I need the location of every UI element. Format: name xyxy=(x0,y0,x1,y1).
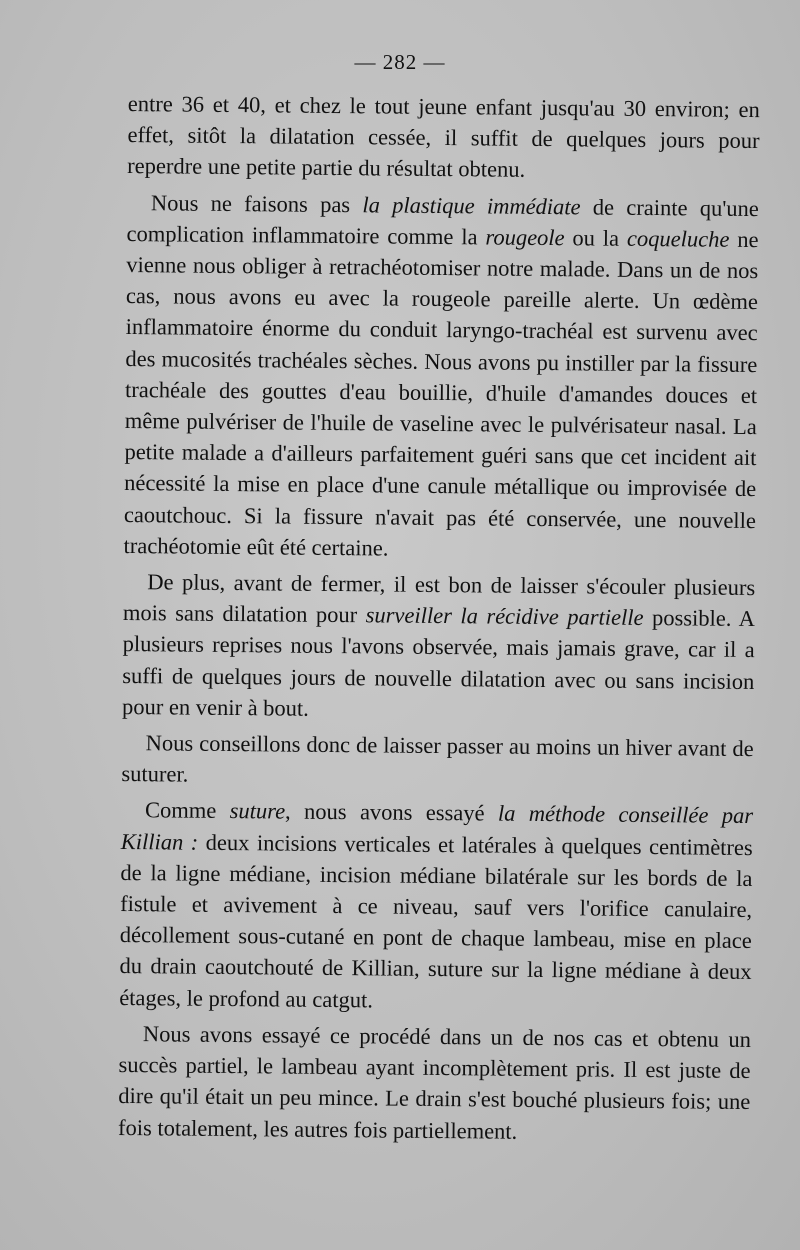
body-text xyxy=(118,88,760,1154)
italic-text: coqueluche xyxy=(626,225,730,252)
text-run: Comme xyxy=(144,797,230,824)
paragraph xyxy=(121,727,754,795)
text-run: De plus, avant de fermer, il est bon de laisser s'écouler plusieurs mois sans dilatation pour xyxy=(122,569,756,628)
text-run: Nous ne faisons pas xyxy=(150,189,363,217)
paragraph xyxy=(119,794,753,1018)
italic-text: rougeole xyxy=(485,224,565,251)
text-run: Nous avons essayé ce procédé dans un de nos cas et obtenu un succès partiel, le lambeau ayant incomplètement pris. Il est juste de dire qu'il était un peu mince. Le drain s'est bouché plusieurs fois; une fois totalement, les autres fois partiellement. xyxy=(117,1021,752,1144)
italic-text: suture xyxy=(229,798,286,825)
text-run: entre 36 et 40, et chez le tout jeune enfant jusqu'au 30 environ; en effet, sitôt la dilatation cessée, il suffit de quelques jours pour reperdre une petite partie du résultat obtenu. xyxy=(127,90,760,183)
text-run: , nous avons essayé xyxy=(285,799,499,827)
text-run: Nous conseillons donc de laisser passer au moins un hiver avant de suturer. xyxy=(121,730,754,787)
text-run: ou la xyxy=(564,225,628,251)
paragraph xyxy=(118,1018,751,1149)
text-run: deux incisions verticales et latérales à quelques centimètres de la ligne médiane, incision médiane bilatérale sur les bords de la fistule et avivement à ce niveau, sauf vers l'orifice canulaire, décollement sous-cutané en pont de chaque lambeau, mise en place du drain caoutchouté de Killian, suture sur la ligne médiane à deux étages, le profond au catgut. xyxy=(119,829,753,1013)
page-number: — 282 — xyxy=(354,50,446,74)
italic-text: la plastique immédiate xyxy=(362,191,581,219)
italic-text: surveiller la récidive partielle xyxy=(365,602,644,631)
text-run: possible. A plusieurs reprises nous l'avons observée, mais jamais grave, car il a suffi de quelques jours de nouvelle dilatation avec ou sans incision pour en venir à bout. xyxy=(121,605,756,721)
paragraph xyxy=(122,566,755,728)
italic-text: la méthode conseillée par Killian : xyxy=(120,801,754,855)
paragraph xyxy=(127,88,760,188)
text-run: de crainte qu'une complication inflammatoire comme la xyxy=(126,193,759,250)
text-run: ne vienne nous obliger à retrachéotomiser notre malade. Dans un de nos cas, nous avons eu avec la rougeole pareille alerte. Un œdème inflammatoire énorme du conduit laryngo-trachéal est survenu avec des mucosités trachéales sèches. Nous avons pu instiller par la fissure trachéale des gouttes d'eau bouillie, d'huile d'amandes douces et même pulvériser de l'huile de vaseline avec le pulvérisateur nasal. La petite malade a d'ailleurs parfaitement guéri sans que cet incident ait nécessité la mise en place d'une canule métallique ou improvisée de caoutchouc. Si la fissure n'avait pas été conservée, une nouvelle trachéotomie eût été certaine. xyxy=(123,226,759,561)
paragraph xyxy=(123,187,759,567)
